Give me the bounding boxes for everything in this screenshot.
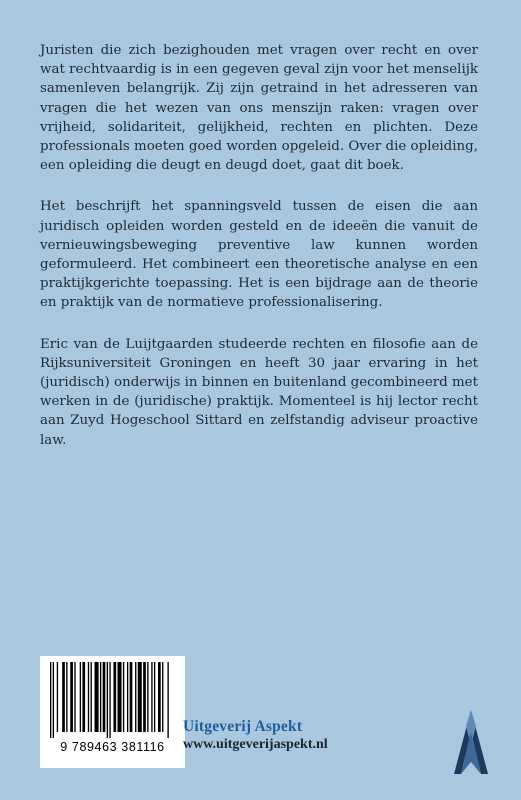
publisher-name: Uitgeverij Aspekt xyxy=(183,718,303,735)
barcode-bars xyxy=(44,662,181,738)
paragraph-intro: Juristen die zich bezighouden met vragen over recht en over wat rechtvaardig is in een gegeven geval zijn voor het menselijk samenleven belangrijk. Zij zijn getraind in het adresseren van vragen die het wezen van ons menszijn raken: vragen over vrijheid, solidariteit, gelijkheid, rechten en plichten. Deze professionals moeten goed worden opgeleid. Over die opleiding, een opleiding die deugt en deugd doet, gaat dit boek. xyxy=(40,43,478,174)
barcode-bar xyxy=(154,662,155,732)
barcode-bar xyxy=(53,662,54,738)
blurb-text xyxy=(40,41,478,472)
barcode-bar xyxy=(113,662,116,732)
barcode-bar xyxy=(147,662,148,732)
barcode-bar xyxy=(50,662,51,738)
barcode-bar xyxy=(57,662,58,732)
barcode-bar xyxy=(158,662,161,732)
barcode-bar xyxy=(74,662,75,732)
barcode-bar xyxy=(70,662,73,732)
barcode-bar xyxy=(62,662,65,732)
barcode-bar xyxy=(91,662,92,732)
barcode-bar xyxy=(127,662,128,732)
barcode-bar xyxy=(130,662,133,732)
barcode-bar xyxy=(151,662,152,732)
publisher-url: www.uitgeverijaspekt.nl xyxy=(183,737,328,752)
barcode-bar xyxy=(118,662,122,732)
barcode-bar xyxy=(100,662,101,732)
barcode-bar xyxy=(66,662,67,732)
barcode-bar xyxy=(162,662,163,732)
barcode-bar xyxy=(143,662,146,732)
barcode-bar xyxy=(95,662,99,732)
barcode-bar xyxy=(88,662,89,732)
aspekt-logo-icon xyxy=(448,706,494,776)
isbn-number: 9 789463 381116 xyxy=(60,740,165,754)
barcode-bar xyxy=(107,662,108,738)
barcode-bar xyxy=(138,662,142,732)
isbn-barcode xyxy=(40,656,185,768)
barcode-bar xyxy=(80,662,81,732)
barcode-bar xyxy=(109,662,110,738)
barcode-bar xyxy=(103,662,106,732)
barcode-bar xyxy=(123,662,124,732)
paragraph-description: Het beschrijft het spanningsveld tussen de eisen die aan juridisch opleiden worden gesteld en de ideeën die vanuit de vernieuwingsbeweging preventive law kunnen worden geformuleerd. Het combineert een theoretische analyse en een praktijkgerichte toepassing. Het is een bijdrage aan de theorie en praktijk van de normatieve professionalisering. xyxy=(40,199,478,311)
barcode-bar xyxy=(135,662,136,732)
barcode-bar xyxy=(167,662,168,738)
paragraph-author-bio: Eric van de Luijtgaarden studeerde rechten en filosofie aan de Rijksuniversiteit Groningen en heeft 30 jaar ervaring in het (juridisch) onderwijs in binnen en buitenland gecombineerd met werken in de (juridische) praktijk. Momenteel is hij lector recht aan Zuyd Hogeschool Sittard en zelfstandig adviseur proactive law. xyxy=(40,336,478,448)
barcode-bar xyxy=(82,662,85,732)
